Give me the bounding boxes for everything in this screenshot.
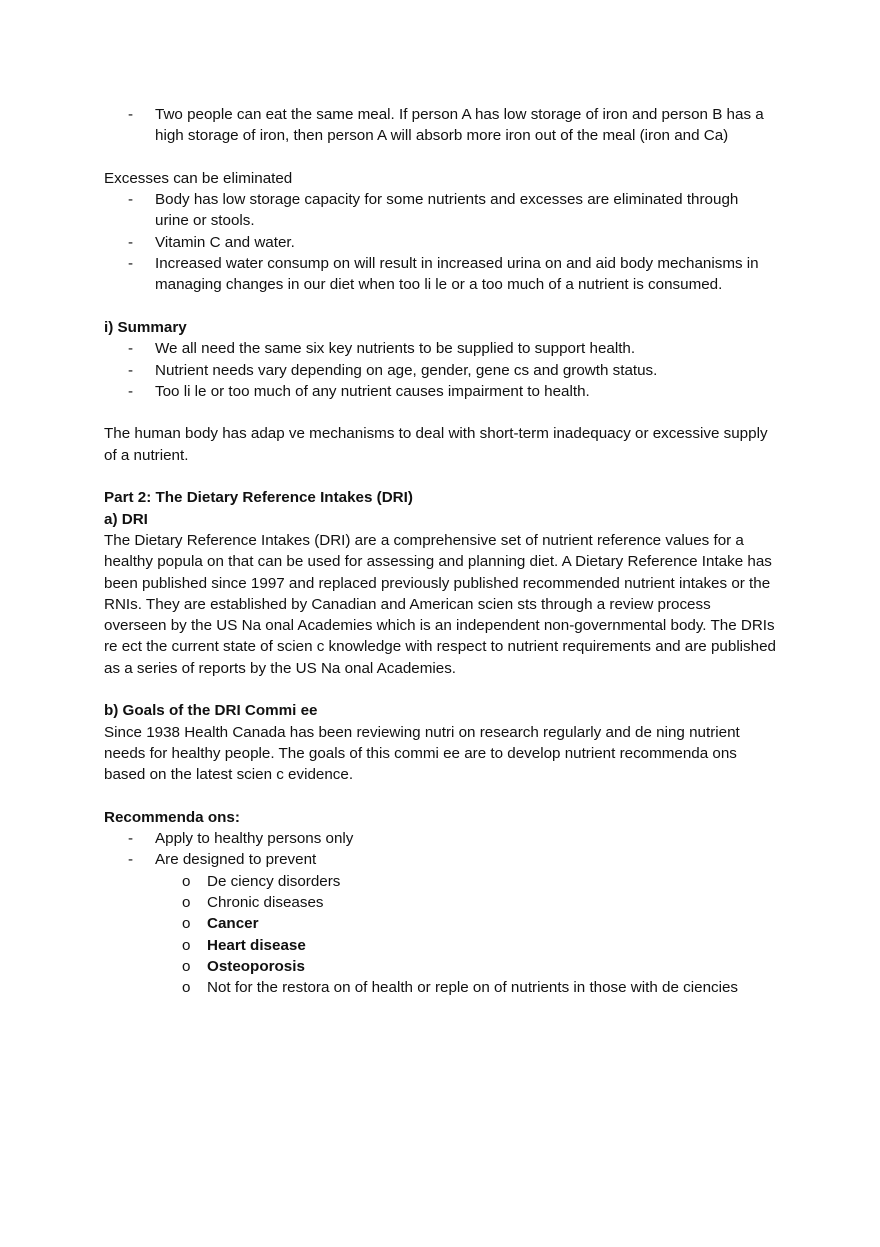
section-b-paragraph: Since 1938 Health Canada has been reviewing nutri on research regularly and de ning nutrient needs for healthy people. The goals of this commi ee are to develop nutrient recommenda ons based on the latest scien c evidence. [104,723,740,784]
circle-marker: o [182,893,191,911]
dash-marker: - [128,191,134,209]
excesses-heading: Excesses can be eliminated [104,169,293,187]
circle-marker: o [182,979,191,997]
dash-marker: - [128,361,134,379]
dash-marker: - [128,255,134,273]
page-content [104,104,776,998]
intro-bullet-list [104,104,776,147]
summary-heading: i) Summary [104,318,187,336]
list-item: - Increased water consump on will result in increased urina on and aid body mechanisms in managing changes in our diet when too li le or a too much of a nutrient is consumed. [128,255,759,294]
summary-bullet-list [104,338,776,402]
section-a-heading: a) DRI [104,510,148,528]
list-item: - Are designed to prevent [104,849,776,870]
part2-title: Part 2: The Dietary Reference Intakes (DRI) [104,489,413,507]
list-item: - Two people can eat the same meal. If person A has low storage of iron and person B has a high storage of iron, then person A will absorb more iron out of the meal (iron and Ca) [128,106,764,145]
sub-list-item: o De ciency disorders [104,871,776,892]
sub-list-item: o Cancer [104,913,776,934]
circle-marker: o [182,936,191,954]
excesses-bullet-list [104,189,776,295]
sub-list-item: o Heart disease [104,935,776,956]
section-b-heading: b) Goals of the DRI Commi ee [104,702,318,720]
list-item: - Vitamin C and water. [104,232,776,253]
list-item: - Nutrient needs vary depending on age, gender, gene cs and growth status. [104,360,776,381]
list-item: - We all need the same six key nutrients to be supplied to support health. [104,338,776,359]
sub-list-item: o Chronic diseases [104,892,776,913]
section-a-paragraph: The Dietary Reference Intakes (DRI) are a comprehensive set of nutrient reference values for a healthy popula on that can be used for assessing and planning diet. A Dietary Reference Intake has been published since 1997 and replaced previously published recommended nutrient intakes or the RNIs. They are established by Canadian and American scien sts through a review process overseen by the US Na onal Academies which is an independent non-governmental body. The DRIs re ect the current state of scien c knowledge with respect to nutrient requirements and are published as a series of reports by the US Na onal Academies. [104,531,776,677]
prevention-sub-list [104,871,776,999]
recommendations-bullet-list [104,828,776,871]
list-item: - Too li le or too much of any nutrient causes impairment to health. [104,381,776,402]
sub-list-item: o Not for the restora on of health or reple on of nutrients in those with de ciencies [104,977,776,998]
sub-list-item: o Osteoporosis [104,956,776,977]
dash-marker: - [128,340,134,358]
circle-marker: o [182,872,191,890]
dash-marker: - [128,830,134,848]
summary-closing-paragraph: The human body has adap ve mechanisms to deal with short-term inadequacy or excessive supply of a nutrient. [104,425,768,464]
circle-marker: o [182,957,191,975]
dash-marker: - [128,851,134,869]
list-item: - Body has low storage capacity for some nutrients and excesses are eliminated through urine or stools. [128,191,739,230]
dash-marker: - [128,382,134,400]
circle-marker: o [182,915,191,933]
recommendations-heading: Recommenda ons: [104,808,240,826]
list-item: - Apply to healthy persons only [104,828,776,849]
dash-marker: - [128,106,134,123]
dash-marker: - [128,233,134,251]
